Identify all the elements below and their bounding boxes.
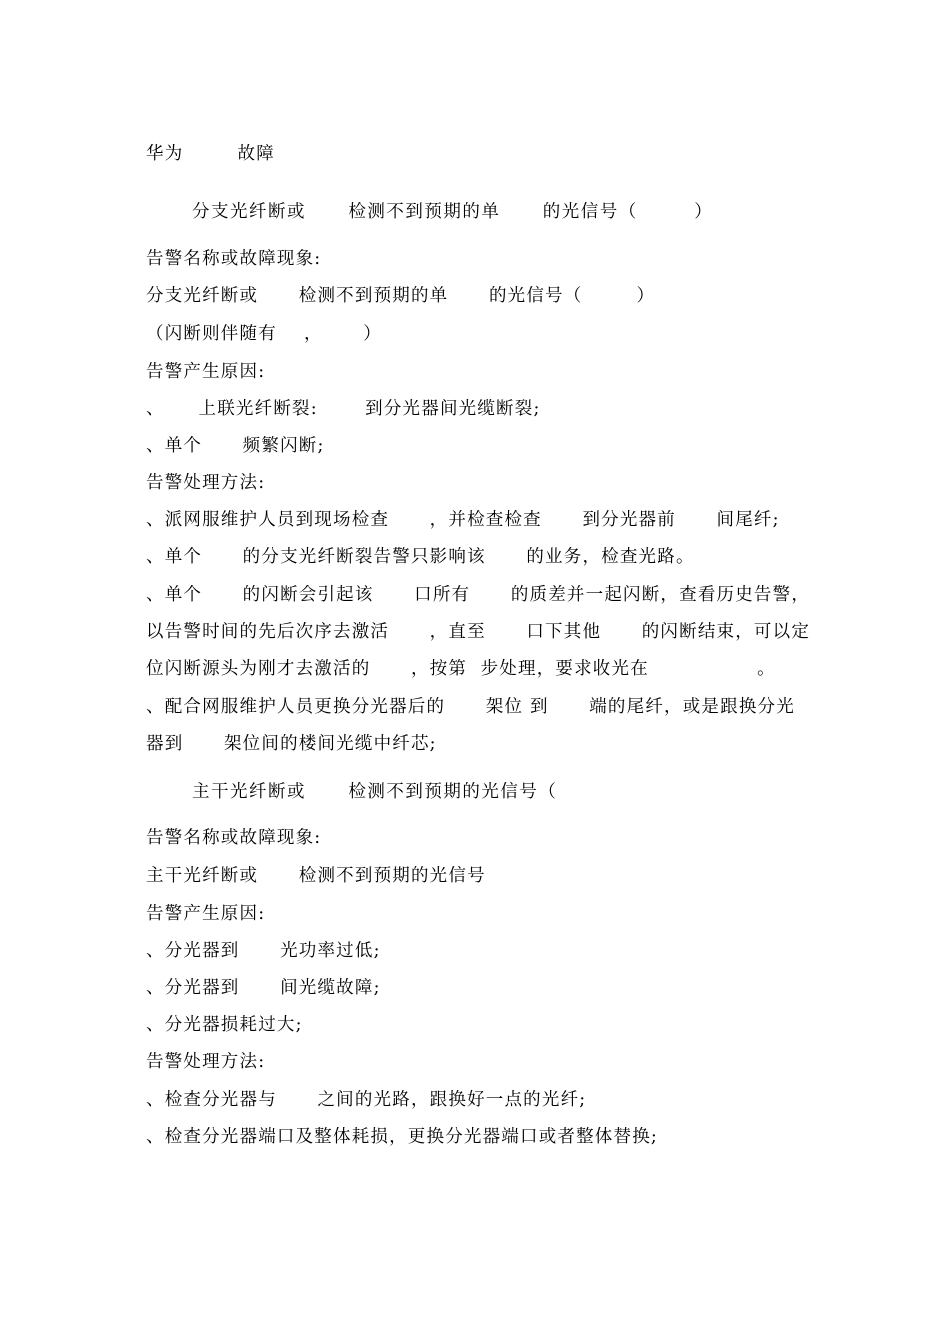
section1-method-item: 位闪断源头为刚才去激活的 ，按第 步处理，要求收光在 。: [146, 659, 776, 679]
section2-cause-item: 、分光器到 间光缆故障;: [146, 978, 381, 998]
section1-heading: 分支光纤断或 检测不到预期的单 的光信号（ ）: [192, 202, 714, 222]
section1-method-item: 、单个 的分支光纤断裂告警只影响该 的业务，检查光路。: [146, 547, 695, 567]
section1-alarm-name-label: 告警名称或故障现象:: [146, 249, 322, 269]
section2-cause-label: 告警产生原因:: [146, 904, 266, 924]
section1-method-label: 告警处理方法:: [146, 473, 266, 493]
section2-cause-item: 、分光器到 光功率过低;: [146, 941, 381, 961]
section2-method-item: 、检查分光器与 之间的光路，跟换好一点的光纤;: [146, 1090, 587, 1110]
section1-cause-item: 、 上联光纤断裂: 到分光器间光缆断裂;: [146, 399, 541, 419]
document-title: 华为 故障: [146, 144, 275, 164]
section1-cause-item: 、单个 频繁闪断;: [146, 436, 325, 456]
section2-alarm-name-line1: 主干光纤断或 检测不到预期的光信号: [146, 866, 486, 886]
section2-method-label: 告警处理方法:: [146, 1052, 266, 1072]
section1-cause-label: 告警产生原因:: [146, 362, 266, 382]
section2-heading: 主干光纤断或 检测不到预期的光信号（: [192, 782, 558, 802]
section1-method-item: 、单个 的闪断会引起该 口所有 的质差并一起闪断，查看历史告警，: [146, 585, 811, 605]
section1-method-item: 、配合网服维护人员更换分光器后的 架位 到 端的尾纤，或是跟换分光: [146, 697, 795, 717]
section2-cause-item: 、分光器损耗过大;: [146, 1015, 303, 1035]
section1-method-item: 器到 架位间的楼间光缆中纤芯;: [146, 734, 437, 754]
section1-method-item: 、派网服维护人员到现场检查 ，并检查检查 到分光器前 间尾纤;: [146, 510, 780, 530]
section2-alarm-name-label: 告警名称或故障现象:: [146, 828, 322, 848]
section2-method-item: 、检查分光器端口及整体耗损，更换分光器端口或者整体替换;: [146, 1127, 658, 1147]
section1-method-item: 以告警时间的先后次序去激活 ，直至 口下其他 的闪断结束，可以定: [146, 622, 811, 642]
section1-alarm-name-line1: 分支光纤断或 检测不到预期的单 的光信号（ ）: [146, 286, 656, 306]
section1-alarm-name-line2: （闪断则伴随有 ， ）: [146, 324, 382, 344]
